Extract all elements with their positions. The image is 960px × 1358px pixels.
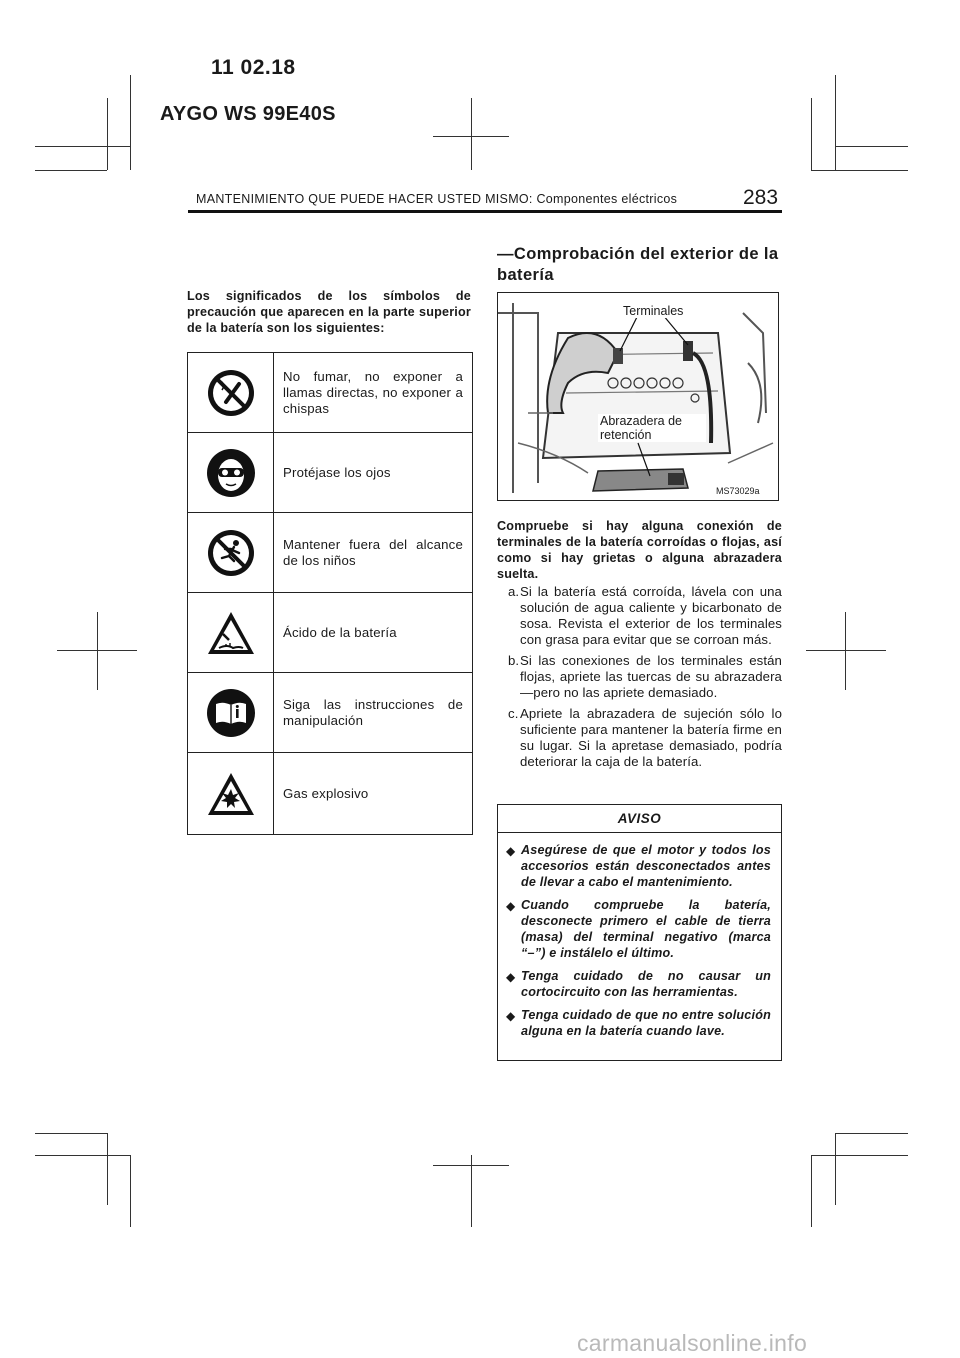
warning-text: Asegúrese de que el motor y todos los accesorios están desconectados antes de llevar a cabo el mantenimiento. bbox=[521, 843, 771, 889]
warning-item bbox=[506, 1007, 771, 1039]
symbol-text: Ácido de la batería bbox=[283, 624, 397, 640]
symbol-row bbox=[188, 673, 472, 753]
warning-text: Cuando compruebe la batería, desconecte primero el cable de tierra (masa) del terminal negativo (marca “–”) e instálelo el último. bbox=[521, 898, 771, 960]
warning-text: Tenga cuidado de que no entre solución alguna en la batería cuando lave. bbox=[521, 1008, 771, 1038]
warning-item bbox=[506, 897, 771, 961]
symbol-text: No fumar, no exponer a llamas directas, no exponer a chispas bbox=[283, 368, 463, 416]
diamond-bullet-icon: ◆ bbox=[506, 970, 516, 984]
document-code: AYGO WS 99E40S bbox=[160, 103, 336, 125]
warning-text: Tenga cuidado de no causar un cortocircuito con las herramientas. bbox=[521, 969, 771, 999]
eye-protection-icon bbox=[206, 448, 256, 498]
step-text: Apriete la abrazadera de sujeción sólo lo suficiente para mantener la batería firme en su lugar. Si la apretase demasiado, podría deteriorar la caja de la batería. bbox=[520, 706, 782, 769]
diamond-bullet-icon: ◆ bbox=[506, 1009, 516, 1023]
keep-away-children-icon bbox=[206, 528, 256, 578]
step-marker: a. bbox=[508, 584, 520, 599]
clamp-label: Abrazadera de retención bbox=[598, 414, 706, 442]
step-item bbox=[508, 653, 782, 701]
figure-code: MS73029a bbox=[716, 486, 760, 496]
warning-title: AVISO bbox=[617, 811, 662, 826]
symbols-table bbox=[187, 352, 473, 835]
step-item bbox=[508, 584, 782, 648]
symbol-text: Protéjase los ojos bbox=[283, 464, 391, 480]
symbols-intro: Los significados de los símbolos de precaución que aparecen en la parte superior de la batería son los siguientes: bbox=[187, 289, 471, 335]
header-rule bbox=[188, 210, 782, 213]
battery-illustration bbox=[497, 292, 779, 501]
warning-item bbox=[506, 968, 771, 1000]
symbol-text: Gas explosivo bbox=[283, 785, 369, 801]
document-date: 11 02.18 bbox=[211, 56, 296, 79]
watermark: carmanualsonline.info bbox=[577, 1330, 808, 1356]
warning-item bbox=[506, 842, 771, 890]
symbol-row bbox=[188, 593, 472, 673]
steps-list bbox=[508, 584, 782, 775]
check-intro: Compruebe si hay alguna conexión de terminales de la batería corroídas o flojas, así como si hay grietas o alguna abrazadera suelta. bbox=[497, 519, 782, 581]
step-marker: c. bbox=[508, 706, 519, 721]
section-title: —Comprobación del exterior de la batería bbox=[497, 245, 779, 284]
step-marker: b. bbox=[508, 653, 520, 668]
no-smoking-icon bbox=[206, 368, 256, 418]
symbol-row bbox=[188, 353, 472, 433]
page-number: 283 bbox=[743, 186, 779, 209]
symbol-text: Siga las instrucciones de manipulación bbox=[283, 696, 463, 728]
symbol-row bbox=[188, 433, 472, 513]
step-text: Si las conexiones de los terminales están flojas, apriete las tuercas de su abrazadera—pero no las apriete demasiado. bbox=[520, 653, 782, 700]
symbol-text: Mantener fuera del alcance de los niños bbox=[283, 536, 463, 568]
read-manual-icon bbox=[206, 688, 256, 738]
terminals-label: Terminales bbox=[623, 304, 684, 318]
explosive-gas-icon bbox=[206, 771, 256, 817]
step-text: Si la batería está corroída, lávela con una solución de agua caliente y bicarbonato de sosa. Revista el exterior de los terminales con grasa para evitar que se corroan más. bbox=[520, 584, 782, 647]
acid-warning-icon bbox=[206, 610, 256, 656]
diamond-bullet-icon: ◆ bbox=[506, 899, 516, 913]
warning-box bbox=[497, 804, 782, 1061]
diamond-bullet-icon: ◆ bbox=[506, 844, 516, 858]
symbol-row bbox=[188, 513, 472, 593]
running-head: MANTENIMIENTO QUE PUEDE HACER USTED MISMO: Componentes eléctricos bbox=[196, 192, 678, 206]
step-item bbox=[508, 706, 782, 770]
warning-rule bbox=[498, 832, 781, 833]
symbol-row bbox=[188, 753, 472, 834]
